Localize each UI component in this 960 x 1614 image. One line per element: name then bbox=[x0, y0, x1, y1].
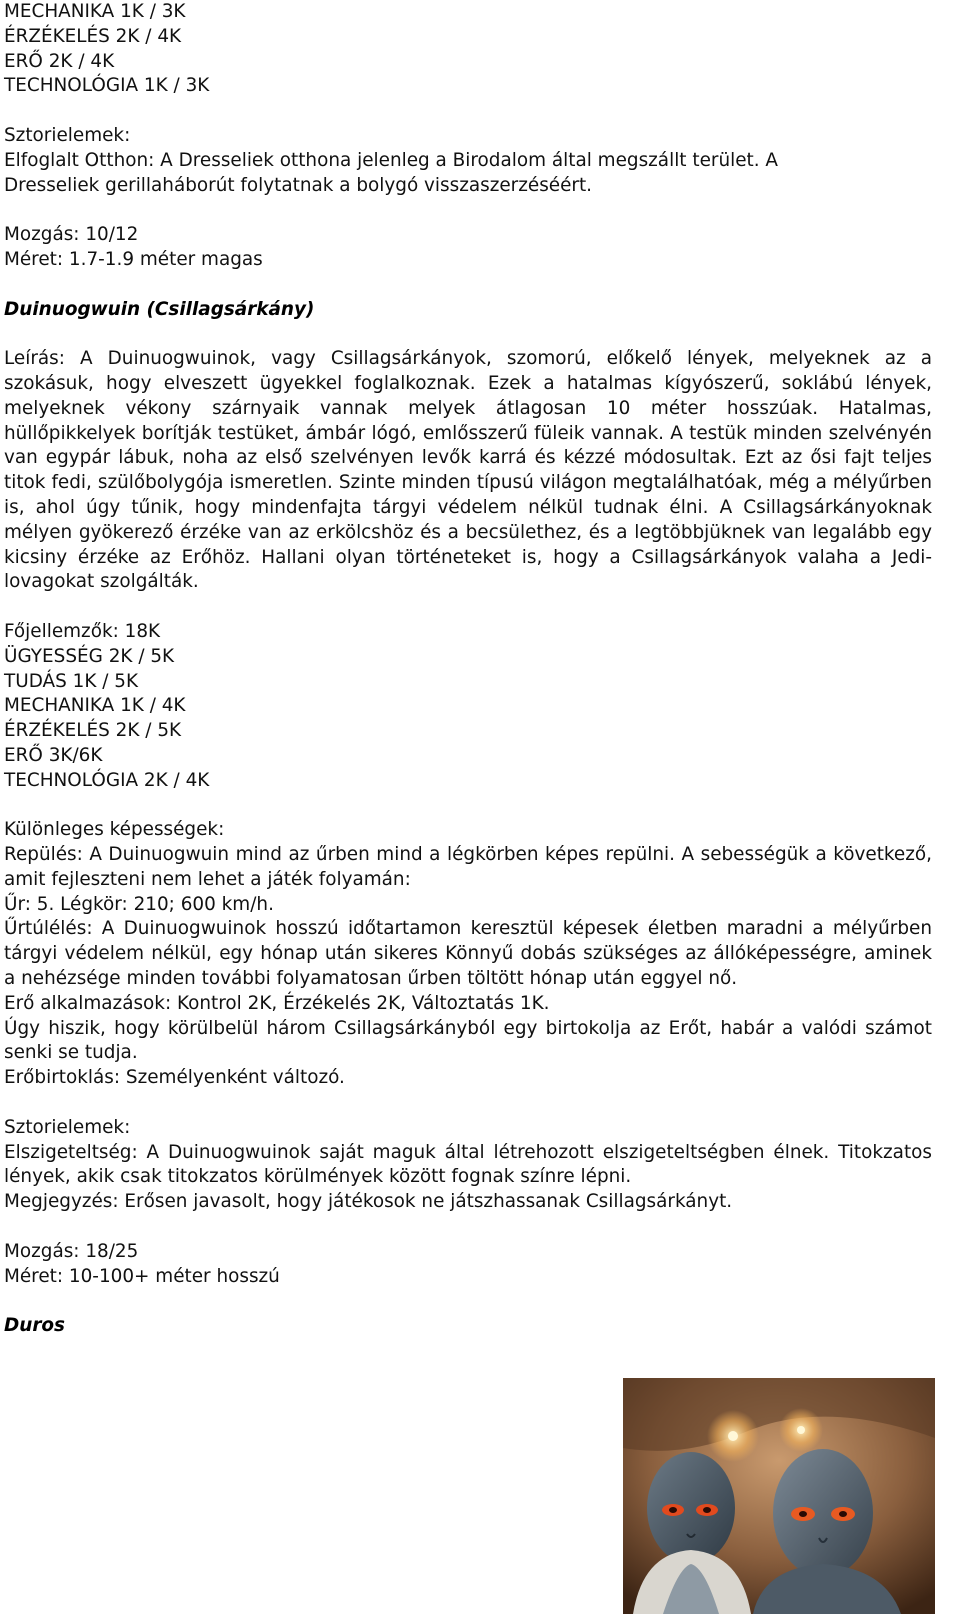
special-abilities-label: Különleges képességek: bbox=[4, 819, 225, 841]
stat-mechanika: MECHANIKA 1K / 4K bbox=[4, 695, 186, 717]
force-possession-line: Erőbirtoklás: Személyenként változó. bbox=[4, 1067, 345, 1089]
stat-erzekeles: ÉRZÉKELÉS 2K / 4K bbox=[4, 25, 182, 47]
size-line: Méret: 1.7-1.9 méter magas bbox=[4, 248, 263, 270]
description-paragraph: Leírás: A Duinuogwuinok, vagy Csillagsárkányok, szomorú, előkelő lények, melyeknek az a szokásuk, hogy elveszett ügyekkel foglalkoznak. Ezek a hatalmas kígyószerű, soklábú lények, melyeknek vékony szárnyaik vannak melyek átlagosan 10 méter hosszúak. Hatalmas, hüllőpikkelyek borítják testüket, ámbár lógó, emlősszerű füleik vannak. A testük minden szelvényén van egypár lábuk, noha az első szelvényen levők karrá és kézzé módosultak. Ezt az ősi fajt teljes titok fedi, szülőbolygója ismeretlen. Szinte minden típusú világon megtalálhatóak, még a mélyűrben is, ahol úgy tűnik, hogy mindenfajta tárgyi védelem nélkül tudnak élni. A Csillagsárkányoknak mélyen gyökerező érzéke van az erkölcshöz és a becsülethez, és a legtöbbjüknek van legalább egy kicsiny érzéke az Erőhöz. Hallani olyan történeteket is, hogy a Csillagsárkányok valaha a Jedi-lovagokat szolgálták. bbox=[4, 348, 932, 593]
movement-line: Mozgás: 18/25 bbox=[4, 1240, 139, 1262]
story-label: Sztorielemek: bbox=[4, 1116, 131, 1138]
force-belief-paragraph: Úgy hiszik, hogy körülbelül három Csillagsárkányból egy birtokolja az Erőt, habár a valódi számot senki se tudja. bbox=[4, 1017, 932, 1064]
flight-speed-line: Űr: 5. Légkör: 210; 600 km/h. bbox=[4, 893, 274, 915]
spacer bbox=[4, 794, 956, 819]
spacer bbox=[4, 595, 956, 620]
story-line: Dresseliek gerillaháborút folytatnak a bolygó visszaszerzéséért. bbox=[4, 174, 593, 196]
movement-line: Mozgás: 10/12 bbox=[4, 224, 139, 246]
spacer bbox=[4, 322, 956, 347]
isolation-paragraph: Elszigeteltség: A Duinuogwuinok saját maguk által létrehozott elszigeteltségben élnek. Titokzatos lények, akik csak titokzatos körülmények között fognak színre lépni. bbox=[4, 1141, 932, 1188]
spacer bbox=[4, 99, 956, 124]
stat-tudas: TUDÁS 1K / 5K bbox=[4, 670, 139, 692]
flight-paragraph: Repülés: A Duinuogwuin mind az űrben mind a légkörben képes repülni. A sebességük a következő, amit fejleszteni nem lehet a játék folyamán: bbox=[4, 844, 932, 890]
section-heading-duinuogwuin: Duinuogwuin (Csillagsárkány) bbox=[4, 298, 315, 320]
stat-technologia: TECHNOLÓGIA 1K / 3K bbox=[4, 75, 210, 97]
size-line: Méret: 10-100+ méter hosszú bbox=[4, 1265, 280, 1287]
spacer bbox=[4, 1091, 956, 1116]
stat-mechanika: MECHANIKA 1K / 3K bbox=[4, 1, 186, 22]
section-heading-duros: Duros bbox=[4, 1315, 66, 1337]
duros-photo bbox=[623, 1378, 935, 1614]
duros-photo-illustration bbox=[623, 1378, 935, 1614]
story-label: Sztorielemek: bbox=[4, 124, 131, 146]
spacer bbox=[4, 198, 956, 223]
stat-ero: ERŐ 3K/6K bbox=[4, 744, 103, 766]
space-survival-paragraph: Űrtúlélés: A Duinuogwuinok hosszú időtartamon keresztül képesek életben maradni a mélyűrben tárgyi védelem nélkül, egy hónap után sikeres Könnyű dobás szükséges az állóképességre, aminek a nehézsége minden további folyamatosan űrben töltött hónap után eggyel nő. bbox=[4, 918, 932, 990]
note-line: Megjegyzés: Erősen javasolt, hogy játékosok ne játszhassanak Csillagsárkányt. bbox=[4, 1191, 733, 1213]
stat-erzekeles: ÉRZÉKELÉS 2K / 5K bbox=[4, 720, 182, 742]
force-uses-line: Erő alkalmazások: Kontrol 2K, Érzékelés 2K, Változtatás 1K. bbox=[4, 992, 550, 1014]
spacer bbox=[4, 273, 956, 298]
stat-fojellemzok: Főjellemzők: 18K bbox=[4, 620, 161, 642]
story-line: Elfoglalt Otthon: A Dresseliek otthona jelenleg a Birodalom által megszállt terület. A bbox=[4, 149, 779, 171]
stat-ero: ERŐ 2K / 4K bbox=[4, 50, 115, 72]
spacer bbox=[4, 1289, 956, 1314]
stat-technologia: TECHNOLÓGIA 2K / 4K bbox=[4, 769, 210, 791]
stat-ugyesseg: ÜGYESSÉG 2K / 5K bbox=[4, 645, 175, 667]
document-page bbox=[4, 0, 956, 1339]
spacer bbox=[4, 1215, 956, 1240]
